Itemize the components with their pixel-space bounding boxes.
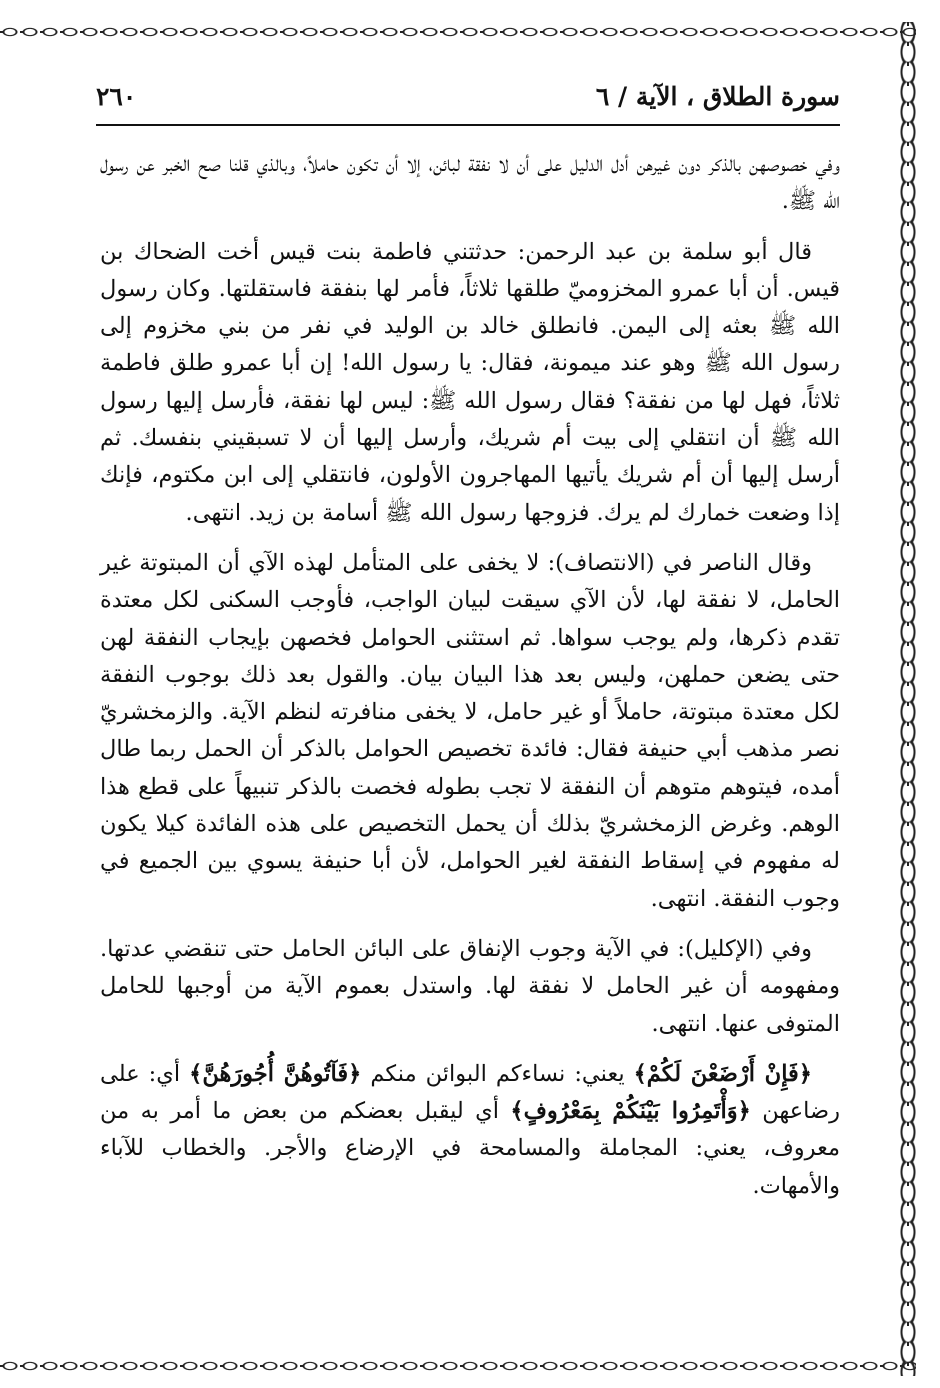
page-body bbox=[100, 146, 840, 1218]
surah-title: سورة الطلاق ، الآية / ٦ bbox=[595, 82, 840, 111]
commentary-2: أي: على رضاعهن bbox=[100, 1060, 841, 1125]
paragraph-1: وفي خصوصهن بالذكر دون غيرهن أدل الدليل على أن لا نفقة لبائن، إلا أن تكون حاملاً، وبالذي قلنا صح الخبر عن رسول الله ﷺ. bbox=[100, 151, 840, 215]
quran-quote-1: ﴿فَإِنْ أَرْضَعْنَ لَكُمْ﴾ bbox=[633, 1060, 812, 1087]
paragraph-3: وقال الناصر في (الانتصاف): لا يخفى على المتأمل لهذه الآي أن المبتوتة غير الحامل، لا نفقة لها، لأن الآي سيقت لبيان الواجب، فأوجب السكنى لكل معتدة تقدم ذكرها، ولم يوجب سواها. ثم استثنى الحوامل فخصهن بإيجاب النفقة لهن حتى يضعن حملهن، وليس بعد هذا البيان بيان. والقول بعد ذلك بوجوب النفقة لكل معتدة مبتوتة، حاملاً أو غير حامل، لا يخفى منافرته لنظم الآية. والزمخشريّ نصر مذهب أبي حنيفة فقال: فائدة تخصيص الحوامل بالذكر أن الحمل ربما طال أمده، فيتوهم متوهم أن النفقة لا تجب بطوله فخصت بالذكر تنبيهاً على قطع هذا الوهم. وغرض الزمخشريّ بذلك أن يحمل التخصيص على هذه الفائدة كيلا يكون له مفهوم في إسقاط النفقة لغير الحوامل، لأن أبا حنيفة يسوي بين الجميع في وجوب النفقة. انتهى. bbox=[100, 549, 840, 912]
decorative-border-right bbox=[898, 22, 918, 1376]
page-header bbox=[96, 78, 840, 122]
quran-quote-2: ﴿فَآتُوهُنَّ أُجُورَهُنَّ﴾ bbox=[189, 1060, 362, 1087]
decorative-border-bottom bbox=[0, 1356, 916, 1376]
paragraph-2: قال أبو سلمة بن عبد الرحمن: حدثتني فاطمة بنت قيس أخت الضحاك بن قيس. أن أبا عمرو المخزوميّ طلقها ثلاثاً، فأمر لها بنفقة فاستقلتها. وكان رسول الله ﷺ بعثه إلى اليمن. فانطلق خالد بن الوليد في نفر من بني مخزوم إلى رسول الله ﷺ وهو عند ميمونة، فقال: يا رسول الله! إن أبا عمرو طلق فاطمة ثلاثاً، فهل لها من نفقة؟ فقال رسول الله ﷺ: ليس لها نفقة، فأرسل إليها رسول الله ﷺ أن انتقلي إلى بيت أم شريك، وأرسل إليها أن لا تسبقيني بنفسك. ثم أرسل إليها أن أم شريك يأتيها المهاجرون الأولون، فانتقلي إلى ابن مكتوم، فإنك إذا وضعت خمارك لم يرك. فزوجها رسول الله ﷺ أسامة بن زيد. انتهى. bbox=[100, 238, 840, 526]
paragraph-5 bbox=[100, 1056, 840, 1205]
page-number: ٢٦٠ bbox=[96, 82, 137, 111]
paragraph-4: وفي (الإكليل): في الآية وجوب الإنفاق على البائن الحامل حتى تنقضي عدتها. ومفهومه أن غير الحامل لا نفقة لها. واستدل بعموم الآية من أوجبها للحامل المتوفى عنها. انتهى. bbox=[100, 935, 840, 1037]
commentary-3: أي ليقبل بعضكم من بعض ما أمر به من معروف، يعني: المجاملة والمسامحة في الإرضاع والأجر. والخطاب للآباء والأمهات. bbox=[100, 1098, 840, 1199]
decorative-border-top bbox=[0, 22, 916, 42]
header-divider bbox=[96, 124, 840, 126]
quran-quote-3: ﴿وَأْتَمِرُوا بَيْنَكُمْ بِمَعْرُوفٍ﴾ bbox=[510, 1098, 751, 1125]
commentary-1: يعني: نساءكم البوائن منكم bbox=[361, 1060, 634, 1087]
